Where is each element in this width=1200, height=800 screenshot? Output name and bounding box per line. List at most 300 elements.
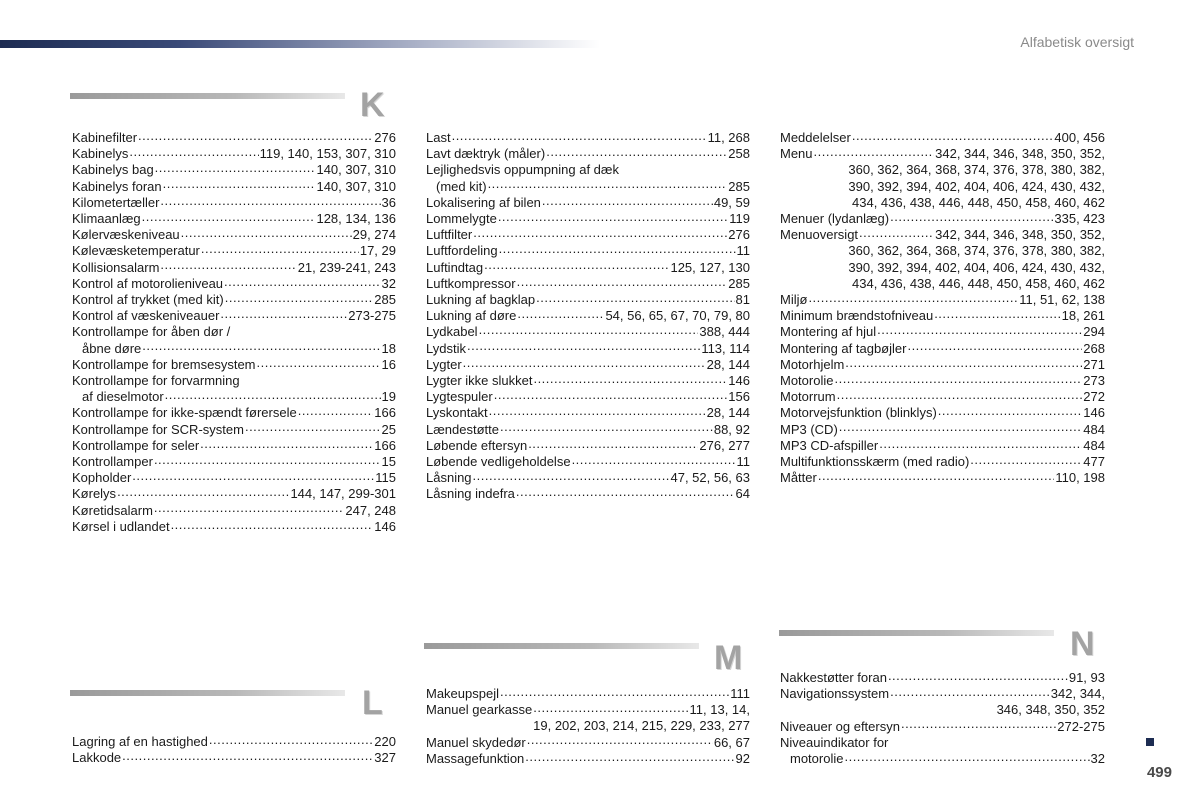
dot-leader <box>890 686 1050 698</box>
index-entry <box>72 422 396 438</box>
entry-pages: 49, 59 <box>713 194 750 210</box>
section-l-continued-list <box>426 130 750 503</box>
entry-pages: 166 <box>374 437 396 453</box>
entry-label: Meddelelser <box>780 130 851 145</box>
index-entry <box>780 146 1105 211</box>
entry-label: Lygter <box>426 356 462 372</box>
entry-label: Løbende eftersyn <box>426 437 528 453</box>
index-entry <box>426 702 750 734</box>
entry-label: Køretidsalarm <box>72 502 153 518</box>
entry-label: Lændestøtte <box>426 421 499 437</box>
dot-leader <box>533 373 727 385</box>
index-entry <box>426 438 750 454</box>
entry-label: Låsning indefra <box>426 486 515 502</box>
dot-leader <box>452 130 707 142</box>
entry-pages: 119 <box>729 211 750 227</box>
entry-pages: 125, 127, 130 <box>670 259 750 275</box>
index-entry <box>426 735 750 751</box>
index-entry <box>780 227 1105 292</box>
dot-leader <box>201 243 359 255</box>
dot-leader <box>160 260 296 272</box>
entry-label: Måtter <box>780 470 817 486</box>
index-entry <box>426 389 750 405</box>
dot-leader <box>852 130 1054 142</box>
entry-label: Lydkabel <box>426 324 478 340</box>
entry-pages: 273 <box>1083 373 1105 389</box>
dot-leader <box>489 405 706 417</box>
entry-pages: 388, 444 <box>699 324 750 340</box>
index-entry <box>72 486 396 502</box>
index-entry <box>780 292 1105 308</box>
dot-leader <box>516 486 735 498</box>
entry-label: Lavt dæktryk (måler) <box>426 146 546 162</box>
entry-pages: 11, 51, 62, 138 <box>1019 292 1105 308</box>
entry-label: Multifunktionsskærm (med radio) <box>780 454 970 470</box>
index-entry <box>780 389 1105 405</box>
entry-pages: 220 <box>374 734 396 749</box>
entry-pages: 276 <box>374 130 396 145</box>
page-marker-square <box>1146 738 1154 746</box>
entry-pages: 18, 261 <box>1061 308 1105 324</box>
entry-label: Lommelygte <box>426 211 497 227</box>
entry-pages: 81 <box>735 292 750 308</box>
section-n-letter: N <box>1070 625 1095 663</box>
index-entry <box>780 211 1105 227</box>
index-entry <box>780 438 1105 454</box>
entry-pages: 111 <box>730 686 750 701</box>
index-entry <box>72 454 396 470</box>
dot-leader <box>154 454 381 466</box>
entry-pages-continued: 390, 392, 394, 402, 404, 406, 424, 430, 432, <box>848 259 1105 275</box>
entry-label: Massagefunktion <box>426 750 525 766</box>
dot-leader <box>155 162 316 174</box>
entry-label: Lejlighedsvis oppumpning af dæk <box>426 162 619 178</box>
dot-leader <box>209 734 373 746</box>
entry-label: Kontrollampe for bremsesystem <box>72 356 256 372</box>
index-entry <box>426 357 750 373</box>
dot-leader <box>837 389 1083 401</box>
entry-label: Kølevæsketemperatur <box>72 243 200 259</box>
index-entry <box>780 324 1105 340</box>
entry-label: Menuer (lydanlæg) <box>780 211 890 227</box>
dot-leader <box>138 130 373 142</box>
entry-label: Kabinelys foran <box>72 178 162 194</box>
dot-leader <box>467 341 700 353</box>
entry-label: Minimum brændstofniveau <box>780 308 934 324</box>
entry-label: Kontrollampe for forvarmning <box>72 373 240 389</box>
entry-label: Nakkestøtter foran <box>780 670 887 685</box>
index-entry <box>426 276 750 292</box>
dot-leader <box>220 308 347 320</box>
entry-pages: 400, 456 <box>1054 130 1105 145</box>
dot-leader <box>542 195 713 207</box>
dot-leader <box>527 735 713 747</box>
index-entry <box>72 162 396 178</box>
header-gradient-bar <box>0 40 600 48</box>
section-l-list <box>72 734 396 766</box>
entry-label: Kollisionsalarm <box>72 259 160 275</box>
entry-label: Kontrol af motorolieniveau <box>72 275 224 291</box>
entry-label: MP3 CD-afspiller <box>780 437 879 453</box>
dot-leader <box>499 243 736 255</box>
entry-pages: 273-275 <box>348 308 396 324</box>
index-entry <box>426 146 750 162</box>
dot-leader <box>484 260 669 272</box>
dot-leader <box>818 470 1055 482</box>
dot-leader <box>879 438 1082 450</box>
entry-pages: 29, 274 <box>352 227 396 243</box>
entry-pages: 294 <box>1083 324 1105 340</box>
entry-pages: 32 <box>1090 751 1105 767</box>
section-k-divider <box>70 93 345 99</box>
entry-label: Niveauer og eftersyn <box>780 718 900 734</box>
entry-label: Klimaanlæg <box>72 211 141 227</box>
entry-pages: 285 <box>728 178 750 194</box>
entry-pages-continued: 390, 392, 394, 402, 404, 406, 424, 430, 432, <box>848 178 1105 194</box>
entry-pages: 28, 144 <box>706 356 750 372</box>
entry-label: Luftfilter <box>426 227 473 243</box>
dot-leader <box>488 179 728 191</box>
entry-pages: 11 <box>736 243 750 259</box>
entry-pages: 272 <box>1083 389 1105 405</box>
entry-label: Lakkode <box>72 750 122 766</box>
dot-leader <box>122 750 373 762</box>
entry-label: Menu <box>780 146 813 162</box>
section-k-list <box>72 130 396 535</box>
section-m-letter: M <box>714 639 743 677</box>
entry-pages: 110, 198 <box>1055 470 1105 486</box>
entry-label: Manuel skydedør <box>426 734 526 750</box>
entry-pages: 47, 52, 56, 63 <box>670 470 750 486</box>
entry-label: Løbende vedligeholdelse <box>426 454 571 470</box>
entry-sublabel: af dieselmotor <box>82 389 164 405</box>
entry-label: Kørsel i udlandet <box>72 518 170 534</box>
entry-pages: 32 <box>381 275 396 291</box>
entry-label: Miljø <box>780 292 808 308</box>
dot-leader <box>517 308 604 320</box>
entry-sublabel: motorolie <box>790 751 844 767</box>
index-entry <box>780 341 1105 357</box>
entry-pages: 115 <box>375 470 396 486</box>
entry-label: Kontrol af trykket (med kit) <box>72 292 224 308</box>
entry-pages: 64 <box>735 486 750 502</box>
entry-label: Kabinelys bag <box>72 162 154 178</box>
index-entry <box>780 405 1105 421</box>
index-entry <box>426 260 750 276</box>
index-entry <box>780 454 1105 470</box>
dot-leader <box>163 179 316 191</box>
entry-pages: 276 <box>728 227 750 243</box>
dot-leader <box>181 227 352 239</box>
entry-pages: 113, 114 <box>701 340 750 356</box>
index-entry <box>426 373 750 389</box>
index-entry <box>426 454 750 470</box>
dot-leader <box>257 357 381 369</box>
index-entry <box>780 719 1105 735</box>
entry-pages: 28, 144 <box>706 405 750 421</box>
section-l-letter: L <box>362 684 383 722</box>
entry-pages: 247, 248 <box>345 502 396 518</box>
dot-leader <box>117 486 289 498</box>
dot-leader <box>498 211 728 223</box>
dot-leader <box>500 686 729 698</box>
entry-pages-continued: 434, 436, 438, 446, 448, 450, 458, 460, 462 <box>852 275 1105 291</box>
entry-pages: 477 <box>1083 454 1105 470</box>
index-entry <box>426 162 750 194</box>
entry-label: Kontrollampe for åben dør / <box>72 324 231 340</box>
dot-leader <box>572 454 736 466</box>
entry-label: Montering af hjul <box>780 324 877 340</box>
index-entry <box>72 211 396 227</box>
index-entry <box>72 503 396 519</box>
entry-pages: 484 <box>1083 437 1105 453</box>
entry-pages-continued: 19, 202, 203, 214, 215, 229, 233, 277 <box>533 718 750 734</box>
entry-pages: 36 <box>381 194 396 210</box>
entry-pages: 21, 239-241, 243 <box>297 259 396 275</box>
entry-label: Kabinelys <box>72 146 129 162</box>
entry-pages: 91, 93 <box>1068 670 1105 685</box>
entry-pages: 11 <box>736 454 750 470</box>
index-entry <box>72 308 396 324</box>
entry-pages: 276, 277 <box>699 437 750 453</box>
entry-pages: 285 <box>374 292 396 308</box>
index-entry <box>426 227 750 243</box>
entry-pages: 92 <box>735 750 750 766</box>
index-entry <box>72 195 396 211</box>
dot-leader <box>132 470 374 482</box>
entry-label: Kontrollampe for SCR-system <box>72 421 244 437</box>
index-entry <box>780 308 1105 324</box>
index-entry <box>72 179 396 195</box>
entry-pages: 342, 344, <box>1050 686 1105 702</box>
index-entry <box>426 341 750 357</box>
entry-pages-continued: 360, 362, 364, 368, 374, 376, 378, 380, 382, <box>848 243 1105 259</box>
entry-label: Kilometertæller <box>72 194 160 210</box>
entry-label: Manuel gearkasse <box>426 702 533 718</box>
section-n-divider <box>779 630 1054 636</box>
entry-label: Lygtespuler <box>426 389 493 405</box>
entry-pages: 342, 344, 346, 348, 350, 352, <box>935 146 1105 162</box>
entry-pages: 18 <box>381 340 396 356</box>
entry-pages: 484 <box>1083 421 1105 437</box>
index-entry <box>780 470 1105 486</box>
entry-label: Kontrol af væskeniveauer <box>72 308 220 324</box>
entry-label: MP3 (CD) <box>780 421 838 437</box>
entry-label: Luftkompressor <box>426 275 516 291</box>
entry-sublabel: (med kit) <box>436 178 487 194</box>
entry-pages: 335, 423 <box>1054 211 1105 227</box>
index-entry <box>780 357 1105 373</box>
index-entry <box>72 227 396 243</box>
dot-leader <box>463 357 706 369</box>
entry-pages: 144, 147, 299-301 <box>290 486 396 502</box>
index-entry <box>426 195 750 211</box>
index-entry <box>426 211 750 227</box>
entry-pages: 15 <box>381 454 396 470</box>
dot-leader <box>129 146 258 158</box>
index-entry <box>426 751 750 767</box>
entry-pages-continued: 346, 348, 350, 352 <box>996 702 1105 718</box>
index-entry <box>426 130 750 146</box>
section-n-list <box>780 670 1105 767</box>
entry-pages: 88, 92 <box>713 421 750 437</box>
dot-leader <box>225 292 374 304</box>
index-entry <box>426 422 750 438</box>
entry-label: Lydstik <box>426 340 466 356</box>
entry-label: Luftfordeling <box>426 243 498 259</box>
dot-leader <box>224 276 381 288</box>
entry-label: Motorhjelm <box>780 356 845 372</box>
entry-label: Kørelys <box>72 486 117 502</box>
dot-leader <box>479 324 699 336</box>
index-entry <box>780 735 1105 767</box>
index-entry <box>72 519 396 535</box>
index-entry <box>72 130 396 146</box>
dot-leader <box>500 422 713 434</box>
index-entry <box>426 470 750 486</box>
dot-leader <box>473 227 727 239</box>
entry-pages: 271 <box>1083 356 1105 372</box>
entry-pages: 140, 307, 310 <box>316 178 396 194</box>
dot-leader <box>528 438 698 450</box>
index-entry <box>72 405 396 421</box>
index-entry <box>426 686 750 702</box>
dot-leader <box>814 146 935 158</box>
index-entry <box>72 292 396 308</box>
entry-label: Lukning af døre <box>426 308 517 324</box>
entry-pages: 285 <box>728 275 750 291</box>
dot-leader <box>934 308 1060 320</box>
entry-pages: 327 <box>374 750 396 766</box>
index-entry <box>72 324 396 356</box>
entry-pages: 146 <box>728 373 750 389</box>
entry-pages: 54, 56, 65, 67, 70, 79, 80 <box>605 308 750 324</box>
index-entry <box>72 243 396 259</box>
entry-label: Kontrollamper <box>72 454 153 470</box>
index-entry <box>72 373 396 405</box>
entry-pages: 25 <box>381 421 396 437</box>
entry-label: Montering af tagbøjler <box>780 340 907 356</box>
index-entry <box>72 470 396 486</box>
dot-leader <box>890 211 1053 223</box>
entry-pages: 119, 140, 153, 307, 310 <box>259 146 396 162</box>
dot-leader <box>142 341 380 353</box>
entry-pages: 166 <box>374 405 396 421</box>
entry-label: Makeupspejl <box>426 686 499 701</box>
dot-leader <box>245 422 381 434</box>
dot-leader <box>546 146 727 158</box>
dot-leader <box>525 751 734 763</box>
dot-leader <box>877 324 1082 336</box>
dot-leader <box>160 195 380 207</box>
dot-leader <box>165 389 381 401</box>
entry-pages: 268 <box>1083 340 1105 356</box>
dot-leader <box>494 389 728 401</box>
index-entry <box>426 308 750 324</box>
entry-pages: 342, 344, 346, 348, 350, 352, <box>935 227 1105 243</box>
entry-label: Kopholder <box>72 470 132 486</box>
dot-leader <box>536 292 734 304</box>
entry-label: Lagring af en hastighed <box>72 734 208 749</box>
index-entry <box>780 670 1105 686</box>
dot-leader <box>970 454 1082 466</box>
dot-leader <box>907 341 1082 353</box>
entry-pages: 258 <box>728 146 750 162</box>
index-entry <box>426 486 750 502</box>
dot-leader <box>808 292 1018 304</box>
index-entry <box>72 260 396 276</box>
dot-leader <box>142 211 316 223</box>
entry-pages: 19 <box>381 389 396 405</box>
dot-leader <box>888 670 1068 682</box>
entry-pages: 140, 307, 310 <box>316 162 396 178</box>
dot-leader <box>298 405 374 417</box>
dot-leader <box>533 702 688 714</box>
entry-label: Motorvejsfunktion (blinklys) <box>780 405 937 421</box>
entry-pages-continued: 360, 362, 364, 368, 374, 376, 378, 380, 382, <box>848 162 1105 178</box>
entry-label: Lukning af bagklap <box>426 292 536 308</box>
index-entry <box>426 405 750 421</box>
index-entry <box>780 686 1105 718</box>
entry-pages: 66, 67 <box>713 734 750 750</box>
dot-leader <box>473 470 670 482</box>
entry-label: Lokalisering af bilen <box>426 194 541 210</box>
entry-label: Last <box>426 130 451 145</box>
entry-label: Lygter ikke slukket <box>426 373 533 389</box>
index-entry <box>72 146 396 162</box>
entry-label: Låsning <box>426 470 472 486</box>
entry-pages: 11, 268 <box>707 130 750 145</box>
entry-label: Kontrollampe for seler <box>72 437 200 453</box>
index-entry <box>780 422 1105 438</box>
entry-label: Motorrum <box>780 389 836 405</box>
entry-pages: 146 <box>1083 405 1105 421</box>
dot-leader <box>901 719 1056 731</box>
index-entry <box>72 276 396 292</box>
entry-pages: 146 <box>374 518 396 534</box>
index-entry <box>780 373 1105 389</box>
entry-pages: 11, 13, 14, <box>689 702 750 718</box>
section-m-list <box>426 686 750 767</box>
entry-label: Kontrollampe for ikke-spændt førersele <box>72 405 297 421</box>
entry-label: Luftindtag <box>426 259 484 275</box>
entry-label: Kølervæskeniveau <box>72 227 180 243</box>
section-m-continued-list <box>780 130 1105 486</box>
entry-pages: 16 <box>381 356 396 372</box>
page-number: 499 <box>1146 764 1172 781</box>
entry-pages: 128, 134, 136 <box>316 211 396 227</box>
dot-leader <box>171 519 374 531</box>
index-entry <box>426 292 750 308</box>
index-entry <box>72 734 396 750</box>
dot-leader <box>938 405 1083 417</box>
index-entry <box>72 357 396 373</box>
dot-leader <box>844 751 1089 763</box>
index-entry <box>426 324 750 340</box>
entry-label: Menuoversigt <box>780 227 859 243</box>
entry-sublabel: åbne døre <box>82 340 142 356</box>
dot-leader <box>859 227 934 239</box>
dot-leader <box>154 503 344 515</box>
dot-leader <box>845 357 1082 369</box>
entry-pages: 17, 29 <box>359 243 396 259</box>
index-entry <box>72 750 396 766</box>
entry-label: Motorolie <box>780 373 834 389</box>
entry-pages: 156 <box>728 389 750 405</box>
dot-leader <box>834 373 1082 385</box>
dot-leader <box>200 438 373 450</box>
entry-label: Navigationssystem <box>780 686 890 702</box>
